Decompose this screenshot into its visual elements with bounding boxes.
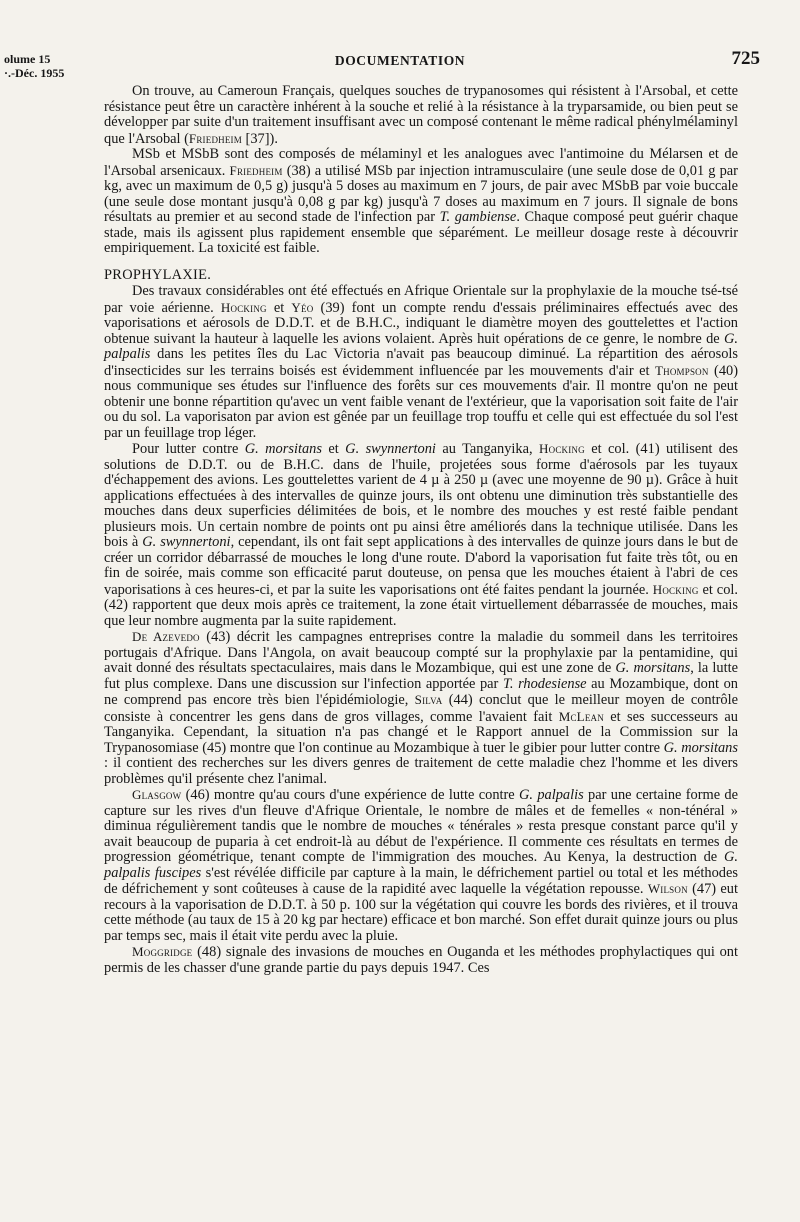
running-title: DOCUMENTATION bbox=[334, 53, 466, 68]
paragraph-portuguese-territories: De Azevedo (43) décrit les campagnes entreprises contre la maladie du sommeil dans les territoires portugais d'Afrique. Dans l'Angola, on avait beaucoup compté sur la prophylaxie par la pentamidine, qui avait donné des résultats spectaculaires, mais dans le Mozambique, qui est une zone de G. morsitans, la lutte fut plus complexe. Dans une discussion sur l'infection apportée par T. rhodesiense au Mozambique, dont on ne comprend pas encore très bien l'épidémiologie, Silva (44) conclut que le meilleur moyen de contrôle consiste à concentrer les gens dans de gros villages, comme l'avaient fait McLean et ses successeurs au Tanganyika. Cependant, la situation n'a pas changé et le Rapport annuel de la Commission sur la Trypanosomiase (45) montre que l'on continue au Mozambique à tuer le gibier pour lutter contre G. morsitans : il contient des recherches sur les divers genres de traitement de cette maladie chez l'homme et les divers problèmes qu'il présente chez l'animal. bbox=[104, 629, 738, 787]
paragraph-arsobal-resistance: On trouve, au Cameroun Français, quelques souches de trypanosomes qui résistent à l'Arsobal, et cette résistance peut être un caractère inhérent à la souche et relié à la résistance à la tryparsamide, ou bien peut se développer par suite d'un traitement insuffisant avec un composé contenant le même radical phénylmélaminyl que l'Arsobal (Friedheim [37]). bbox=[104, 83, 738, 147]
issue-date-line: ·.-Déc. 1955 bbox=[4, 66, 65, 80]
paragraph-glasgow-capture: Glasgow (46) montre qu'au cours d'une expérience de lutte contre G. palpalis par une certaine forme de capture sur les rives d'un fleuve d'Afrique Orientale, le nombre de mâles et de femelles « non-ténéral » diminua régulièrement tandis que le nombre de mouches « ténérales » resta presque constant parce qu'il y avait beaucoup de puparia à cet endroit-là au début de l'expérience. Il commente ces résultats en termes de progression géométrique, tenant compte de l'immigration des mouches. Au Kenya, la destruction de G. palpalis fuscipes s'est révélée difficile par capture à la main, le défrichement partiel ou total et les méthodes de défrichement y sont coûteuses à cause de la rapidité avec laquelle la végétation repousse. Wilson (47) eut recours à la vaporisation de D.D.T. à 50 p. 100 sur la végétation qui couvre les bords des rivières, et il trouva cette méthode (au taux de 15 à 20 kg par hectare) efficace et bon marché. Son effet durait quinze jours ou plus par temps sec, mais il était vite perdu avec la pluie. bbox=[104, 787, 739, 944]
page-number: 725 bbox=[731, 48, 760, 69]
paragraph-aerial-spraying: Des travaux considérables ont été effectués en Afrique Orientale sur la prophylaxie de la mouche tsé-tsé par voie aérienne. Hocking et Yéo (39) font un compte rendu d'essais préliminaires effectués avec des vaporisations et aérosols de D.D.T. et de B.H.C., indiquant le diamètre moyen des gouttelettes et l'action obtenue suivant la hauteur à laquelle les avions volaient. Après huit opérations de ce genre, le nombre de G. palpalis dans les petites îles du Lac Victoria n'avait pas beaucoup diminué. La répartition des aérosols d'insecticides sur les terrains boisés est évidemment influencée par les mouvements d'air et Thompson (40) nous communique ses études sur l'influence des forêts sur ces mouvements d'air. Il montre qu'on ne peut obtenir une bonne répartition qu'avec un vent faible venant de l'extérieur, que la vaporisation soit faite de l'air ou du sol. La vaporisaton par avion est gênée par un feuillage trop touffu et celle qui est effectuée du sol l'est par un feuillage trop léger. bbox=[104, 283, 739, 441]
volume-line: olume 15 bbox=[4, 52, 51, 66]
paragraph-moggridge-uganda: Moggridge (48) signale des invasions de mouches en Ouganda et les méthodes prophylactiques qui ont permis de les chasser d'une grande partie du pays depuis 1947. Ces bbox=[104, 944, 738, 976]
section-heading-prophylaxie: PROPHYLAXIE. bbox=[104, 266, 212, 283]
paragraph-tanganyika-aerosols: Pour lutter contre G. morsitans et G. swynnertoni au Tanganyika, Hocking et col. (41) utilisent des solutions de D.D.T. ou de B.H.C. dans de l'huile, projetées sous forme d'aérosols par les tuyaux d'échappement des avions. Les gouttelettes varient de 4 µ à 250 µ (avec une moyenne de 90 µ). Grâce à huit applications effectuées à des intervalles de quinze jours, ils ont obtenu une diminution très substantielle des mouches dans deux superficies délimitées de bois, et le nombre des mouches y est resté faible pendant plusieurs mois. Un certain nombre de points ont pu ainsi être améliorés dans la technique utilisée. Dans les bois à G. swynnertoni, cependant, ils ont fait sept applications à des intervalles de quinze jours dans le but de créer un corridor débarrassé de mouches le long d'une route. D'abord la vaporisation fut faite très tôt, ou en fin de soirée, mais comme son efficacité parut douteuse, on pensa que les mouches étaient à l'abri de ces vaporisations à ces heures-ci, et par la suite les vaporisations ont été faites pendant la journée. Hocking et col. (42) rapportent que deux mois après ce traitement, la zone était virtuellement débarrassée de mouches, mais que leur nombre augmenta par la suite rapidement. bbox=[104, 441, 738, 629]
article-body bbox=[104, 84, 738, 976]
paragraph-msb-msbb: MSb et MSbB sont des composés de mélaminyl et les analogues avec l'antimoine du Mélarsen et de l'Arsobal arsenicaux. Friedheim (38) a utilisé MSb par injection intramusculaire (une seule dose de 0,01 g par kg, avec un maximum de 0,5 g) jusqu'à 5 doses au maximum en 7 jours, de pair avec MSbB par voie buccale (une seule dose montant jusqu'à 0,08 g par kg) jusqu'à 7 doses au maximum en 7 jours. Il signale de bons résultats au premier et au second stade de l'infection par T. gambiense. Chaque composé peut guérir chaque stade, mais ils agissent plus rapidement ensemble que séparément. Le meilleur dosage reste à découvrir empiriquement. La toxicité est faible. bbox=[104, 146, 738, 256]
